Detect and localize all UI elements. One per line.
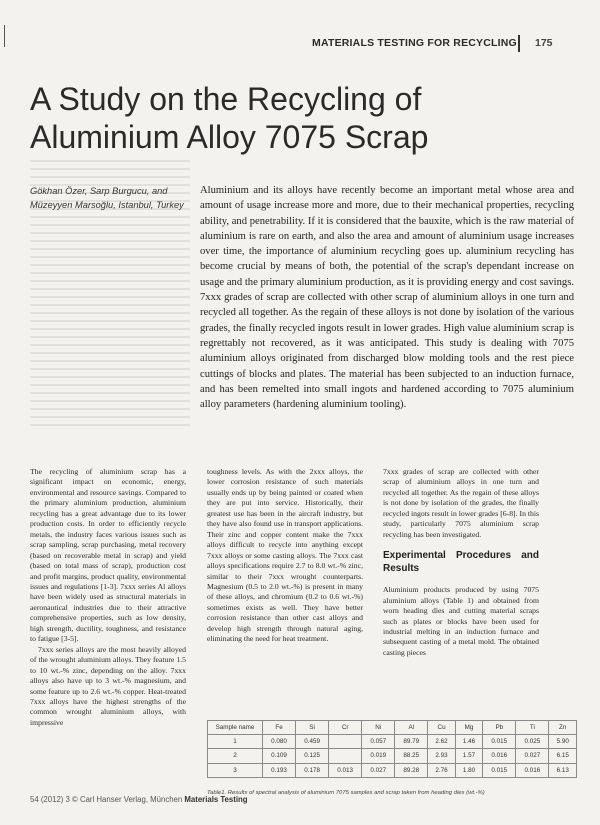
table-cell: 0.027 <box>516 749 549 763</box>
table-cell: 0.080 <box>263 735 296 749</box>
page-number: 175 <box>535 37 553 49</box>
column-header: Pb <box>483 721 516 735</box>
table-cell: 0.015 <box>483 763 516 777</box>
column-header: Cu <box>428 721 455 735</box>
table-header-row <box>208 721 577 735</box>
table-cell: 1.80 <box>455 763 482 777</box>
column-header: Ti <box>516 721 549 735</box>
table-row <box>208 763 577 777</box>
paragraph: 7xxx grades of scrap are collected with other scrap of aluminium alloys in one turn and recycled all together. As the regain of these alloys is not done by isolation of the grades, the finally recycled ingots result in lower grades [6-8]. In this study, particularly 7075 aluminium scrap recycling has been investigated. <box>383 467 539 539</box>
body-column-2 <box>207 467 363 645</box>
table-cell: 2.76 <box>428 763 455 777</box>
table-cell: 6.15 <box>549 749 577 763</box>
composition-table <box>207 720 577 778</box>
table-cell: 0.125 <box>296 749 329 763</box>
column-header: Fe <box>263 721 296 735</box>
table-cell: 0.015 <box>483 735 516 749</box>
table-cell: 5.90 <box>549 735 577 749</box>
body-column-3 <box>383 467 539 658</box>
section-title: MATERIALS TESTING FOR RECYCLING <box>312 37 517 49</box>
table-cell <box>329 749 362 763</box>
table-cell: 0.013 <box>329 763 362 777</box>
column-header: Al <box>395 721 428 735</box>
table-cell: 89.28 <box>395 763 428 777</box>
table-cell: 0.057 <box>362 735 395 749</box>
table-cell: 0.178 <box>296 763 329 777</box>
header-divider <box>518 35 520 52</box>
table-cell: 89.79 <box>395 735 428 749</box>
column-header: Zn <box>549 721 577 735</box>
table-cell: 0.193 <box>263 763 296 777</box>
paragraph: toughness levels. As with the 2xxx alloys, the lower corrosion resistance of such materials usually ends up by being painted or coated when they are put into service. Historically, their greatest use has been in the aircraft industry, but they have also found use in transport applications. Their zinc and copper content make the 7xxx alloys difficult to recycle into anything except 7xxx alloys or some casting alloys. The 7xxx cast alloys specifications require 2.7 to 8.0 wt.-% zinc, similar to their 7xxx wrought counterparts. Magnesium (0.5 to 2.0 wt.-%) is present in many of these alloys, and chromium (0.2 to 0.6 wt.-%) sometimes exists as well. They have better corrosion resistance than other cast alloys and develop high strength through natural aging, eliminating the need for heat treatment. <box>207 467 363 644</box>
article-title: A Study on the Recycling of Aluminium Alloy 7075 Scrap <box>30 81 429 155</box>
table-cell: 2 <box>208 749 263 763</box>
table-cell: 0.019 <box>362 749 395 763</box>
table-cell: 0.025 <box>516 735 549 749</box>
journal-name: Materials Testing <box>184 795 248 804</box>
table-cell: 6.13 <box>549 763 577 777</box>
table-cell: 2.93 <box>428 749 455 763</box>
paragraph: Aluminium products produced by using 7075 aluminium alloys (Table 1) and obtained from worn heading dies and cutting material scraps such as plates or blocks have been used for industrial melting in an induction furnace and subsequent casting of a metal mold. The obtained casting pieces <box>383 585 539 657</box>
margin-mark <box>4 25 5 47</box>
table-cell: 0.109 <box>263 749 296 763</box>
column-header: Cr <box>329 721 362 735</box>
table-cell <box>329 735 362 749</box>
table-cell: 0.016 <box>516 763 549 777</box>
section-heading: Experimental Procedures and Results <box>383 550 539 574</box>
table-cell: 88.25 <box>395 749 428 763</box>
table-cell: 1.57 <box>455 749 482 763</box>
column-header: Si <box>296 721 329 735</box>
table-cell: 2.62 <box>428 735 455 749</box>
table-cell: 0.027 <box>362 763 395 777</box>
paragraph: The recycling of aluminium scrap has a significant impact on economic, energy, environmental and resource savings. Compared to the primary aluminium production, aluminium recycling has a great advantage due to its lower production costs. In order to efficiently recycle metals, the industry faces various issues such as scrap sampling, scrap purchasing, metal recovery (based on recoverable metal in scrap) and yield (based on total mass of scrap), production cost and profit margins, product quality, environmental issues and regulations [1-3]. 7xxx series Al alloys have been widely used as structural materials in aeronautical industries due to their attractive comprehensive properties, such as low density, high strength, ductility, toughness, and resistance to fatigue [3-5]. <box>30 467 186 644</box>
table-cell: 1 <box>208 735 263 749</box>
table-cell: 0.016 <box>483 749 516 763</box>
body-column-1 <box>30 467 186 728</box>
author-byline: Gökhan Özer, Sarp Burgucu, and Müzeyyen Marsoğlu, Istanbul, Turkey <box>30 186 184 210</box>
column-header: Mg <box>455 721 482 735</box>
table-row <box>208 749 577 763</box>
table-cell: 1.46 <box>455 735 482 749</box>
paragraph: 7xxx series alloys are the most heavily alloyed of the wrought aluminium alloys. They feature 1.5 to 10 wt.-% zinc, depending on the alloy. 7xxx alloys also have up to 3 wt.-% magnesium, and some feature up to 2.6 wt.-% copper. Heat-treated 7xxx alloys have the highest strengths of the common wrought aluminium alloys, with impressive <box>30 644 186 727</box>
column-header: Ni <box>362 721 395 735</box>
page-footer <box>30 795 248 804</box>
table-cell: 3 <box>208 763 263 777</box>
running-header <box>312 37 572 53</box>
column-header: Sample name <box>208 721 263 735</box>
table-caption: Table1. Results of spectral analysis of aluminium 7075 samples and scrap taken from heading dies (wt.-%) <box>207 790 485 796</box>
table-cell: 0.459 <box>296 735 329 749</box>
abstract: Aluminium and its alloys have recently become an important metal whose area and amount of usage increase more and more, due to their mechanical properties, recycling ability, and penetrability. If it is considered that the bauxite, which is the raw material of aluminium is rare on earth, and also the area and amount of aluminium usage increases over time, the importance of aluminium recycling goes up. aluminium recycling has become crucial by means of both, the potential of the scrap's dependant increase on usage and the primary aluminium production, as it is providing energy and cost savings. 7xxx grades of scrap are collected with other scrap of aluminium alloys in one turn and recycled all together. As the regain of these alloys is not done by isolation of the various grades, the finally recycled ingots result in lower grades. High value aluminium scrap is regrettably not recovered, as it was anticipated. This study is dealing with 7075 aluminium alloys originated from discharged blow molding tools and the rest piece cuttings of blocks and plates. The material has been subjected to an induction furnace, and has been remelted into small ingots and hardened according to 7075 aluminium alloy parameters (hardening aluminium tooling). <box>200 185 574 411</box>
citation: 54 (2012) 3 © Carl Hanser Verlag, München <box>30 795 183 804</box>
table-row <box>208 735 577 749</box>
